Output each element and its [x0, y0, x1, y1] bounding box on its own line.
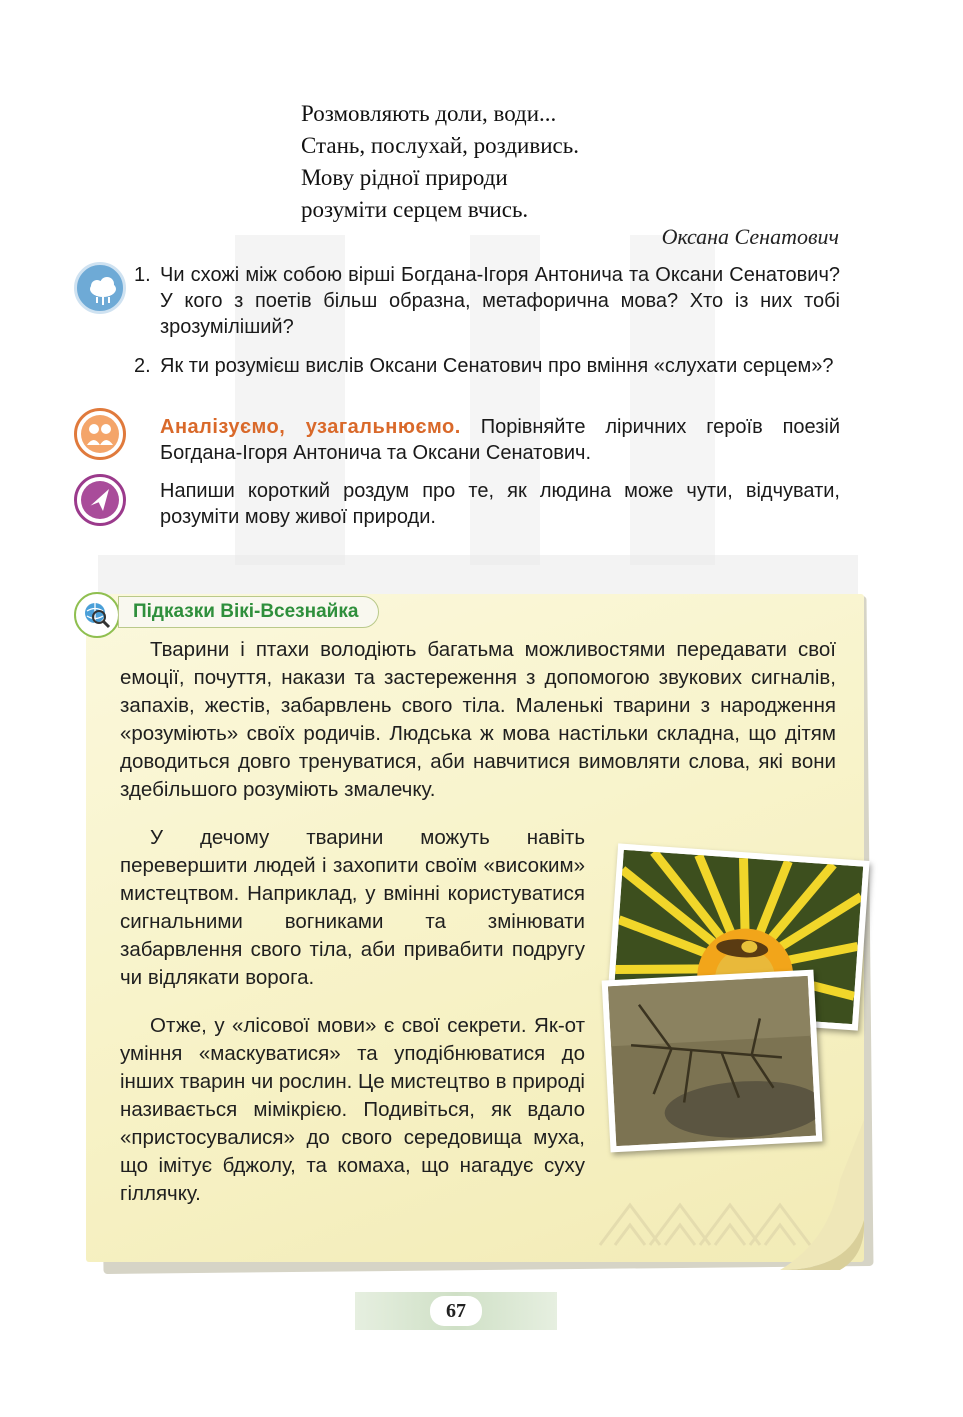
- stick-insect-photo: [602, 970, 823, 1153]
- paragraph-text: Тварини і птахи володіють багатьма можливостями передавати свої емоції, почуття, накази та застереження з допомогою звукових сигналів, запахів, жестів, забарвлень свого тіла. Маленькі тварини з народження «розуміють» своїх родичів. Людська ж мова настільки складна, що дітям доводиться довго тренуватися, аби навчитися вимовляти слова, які вони здебільшого розуміють змалечку.: [120, 638, 836, 801]
- wiki-paragraph-2: [120, 824, 585, 992]
- question-text: Чи схожі між собою вірші Богдана-Ігоря Антонича та Оксани Сенатович? У кого з поетів більш образна, метафорична мова? Хто із них тобі зрозуміліший?: [160, 264, 840, 338]
- paper-plane-icon: [74, 474, 126, 526]
- question-1: [134, 262, 840, 340]
- poem-line: Стань, послухай, роздивись.: [301, 133, 579, 158]
- globe-magnifier-icon: [74, 592, 120, 638]
- writing-task: [160, 478, 840, 530]
- question-2: [134, 353, 840, 379]
- wiki-paragraph-1: [120, 636, 836, 804]
- poem-author: Оксана Сенатович: [661, 224, 839, 249]
- group-task: [160, 414, 840, 466]
- poem: [301, 98, 841, 226]
- writing-task-text: Напиши короткий роздум про те, як людина може чути, відчувати, розуміти мову живої природи.: [160, 480, 840, 528]
- page-number: 67: [430, 1296, 482, 1326]
- question-number: 1.: [134, 264, 151, 286]
- wiki-panel-title: Підказки Вікі-Всезнайка: [118, 596, 379, 628]
- wiki-paragraph-3: [120, 1012, 585, 1208]
- poem-line: розуміти серцем вчись.: [301, 197, 529, 222]
- poem-line: Розмовляють доли, води...: [301, 101, 557, 126]
- cloud-thought-icon: [74, 262, 126, 314]
- question-text: Як ти розумієш вислів Оксани Сенатович про вміння «слухати серцем»?: [160, 355, 834, 377]
- page-curl: [770, 1120, 880, 1280]
- poem-line: Мову рідної природи: [301, 165, 508, 190]
- group-task-label: Аналізуємо, узагальнюємо.: [160, 416, 461, 438]
- paragraph-text: У дечому тварини можуть навіть перевершити людей і захопити своїм «високим» мистецтвом. Наприклад, у вмінні користуватися сигнальними вогниками та змінювати забарвлення свого тіла, аби привабити подругу чи відлякати ворога.: [120, 826, 585, 989]
- question-number: 2.: [134, 355, 151, 377]
- paragraph-text: Отже, у «лісової мови» є свої секрети. Як-от уміння «маскуватися» та уподібнюватися до інших тварин чи рослин. Це мистецтво в природі називається мімікрією. Подивіться, як вдало «пристосувалися» до свого середовища муха, що імітує бджолу, та комаха, що нагадує суху гіллячку.: [120, 1014, 585, 1205]
- two-people-icon: [74, 408, 126, 460]
- group-task-text: Порівняйте ліричних героїв поезій Богдана-Ігоря Антонича та Оксани Сенатович.: [160, 416, 840, 464]
